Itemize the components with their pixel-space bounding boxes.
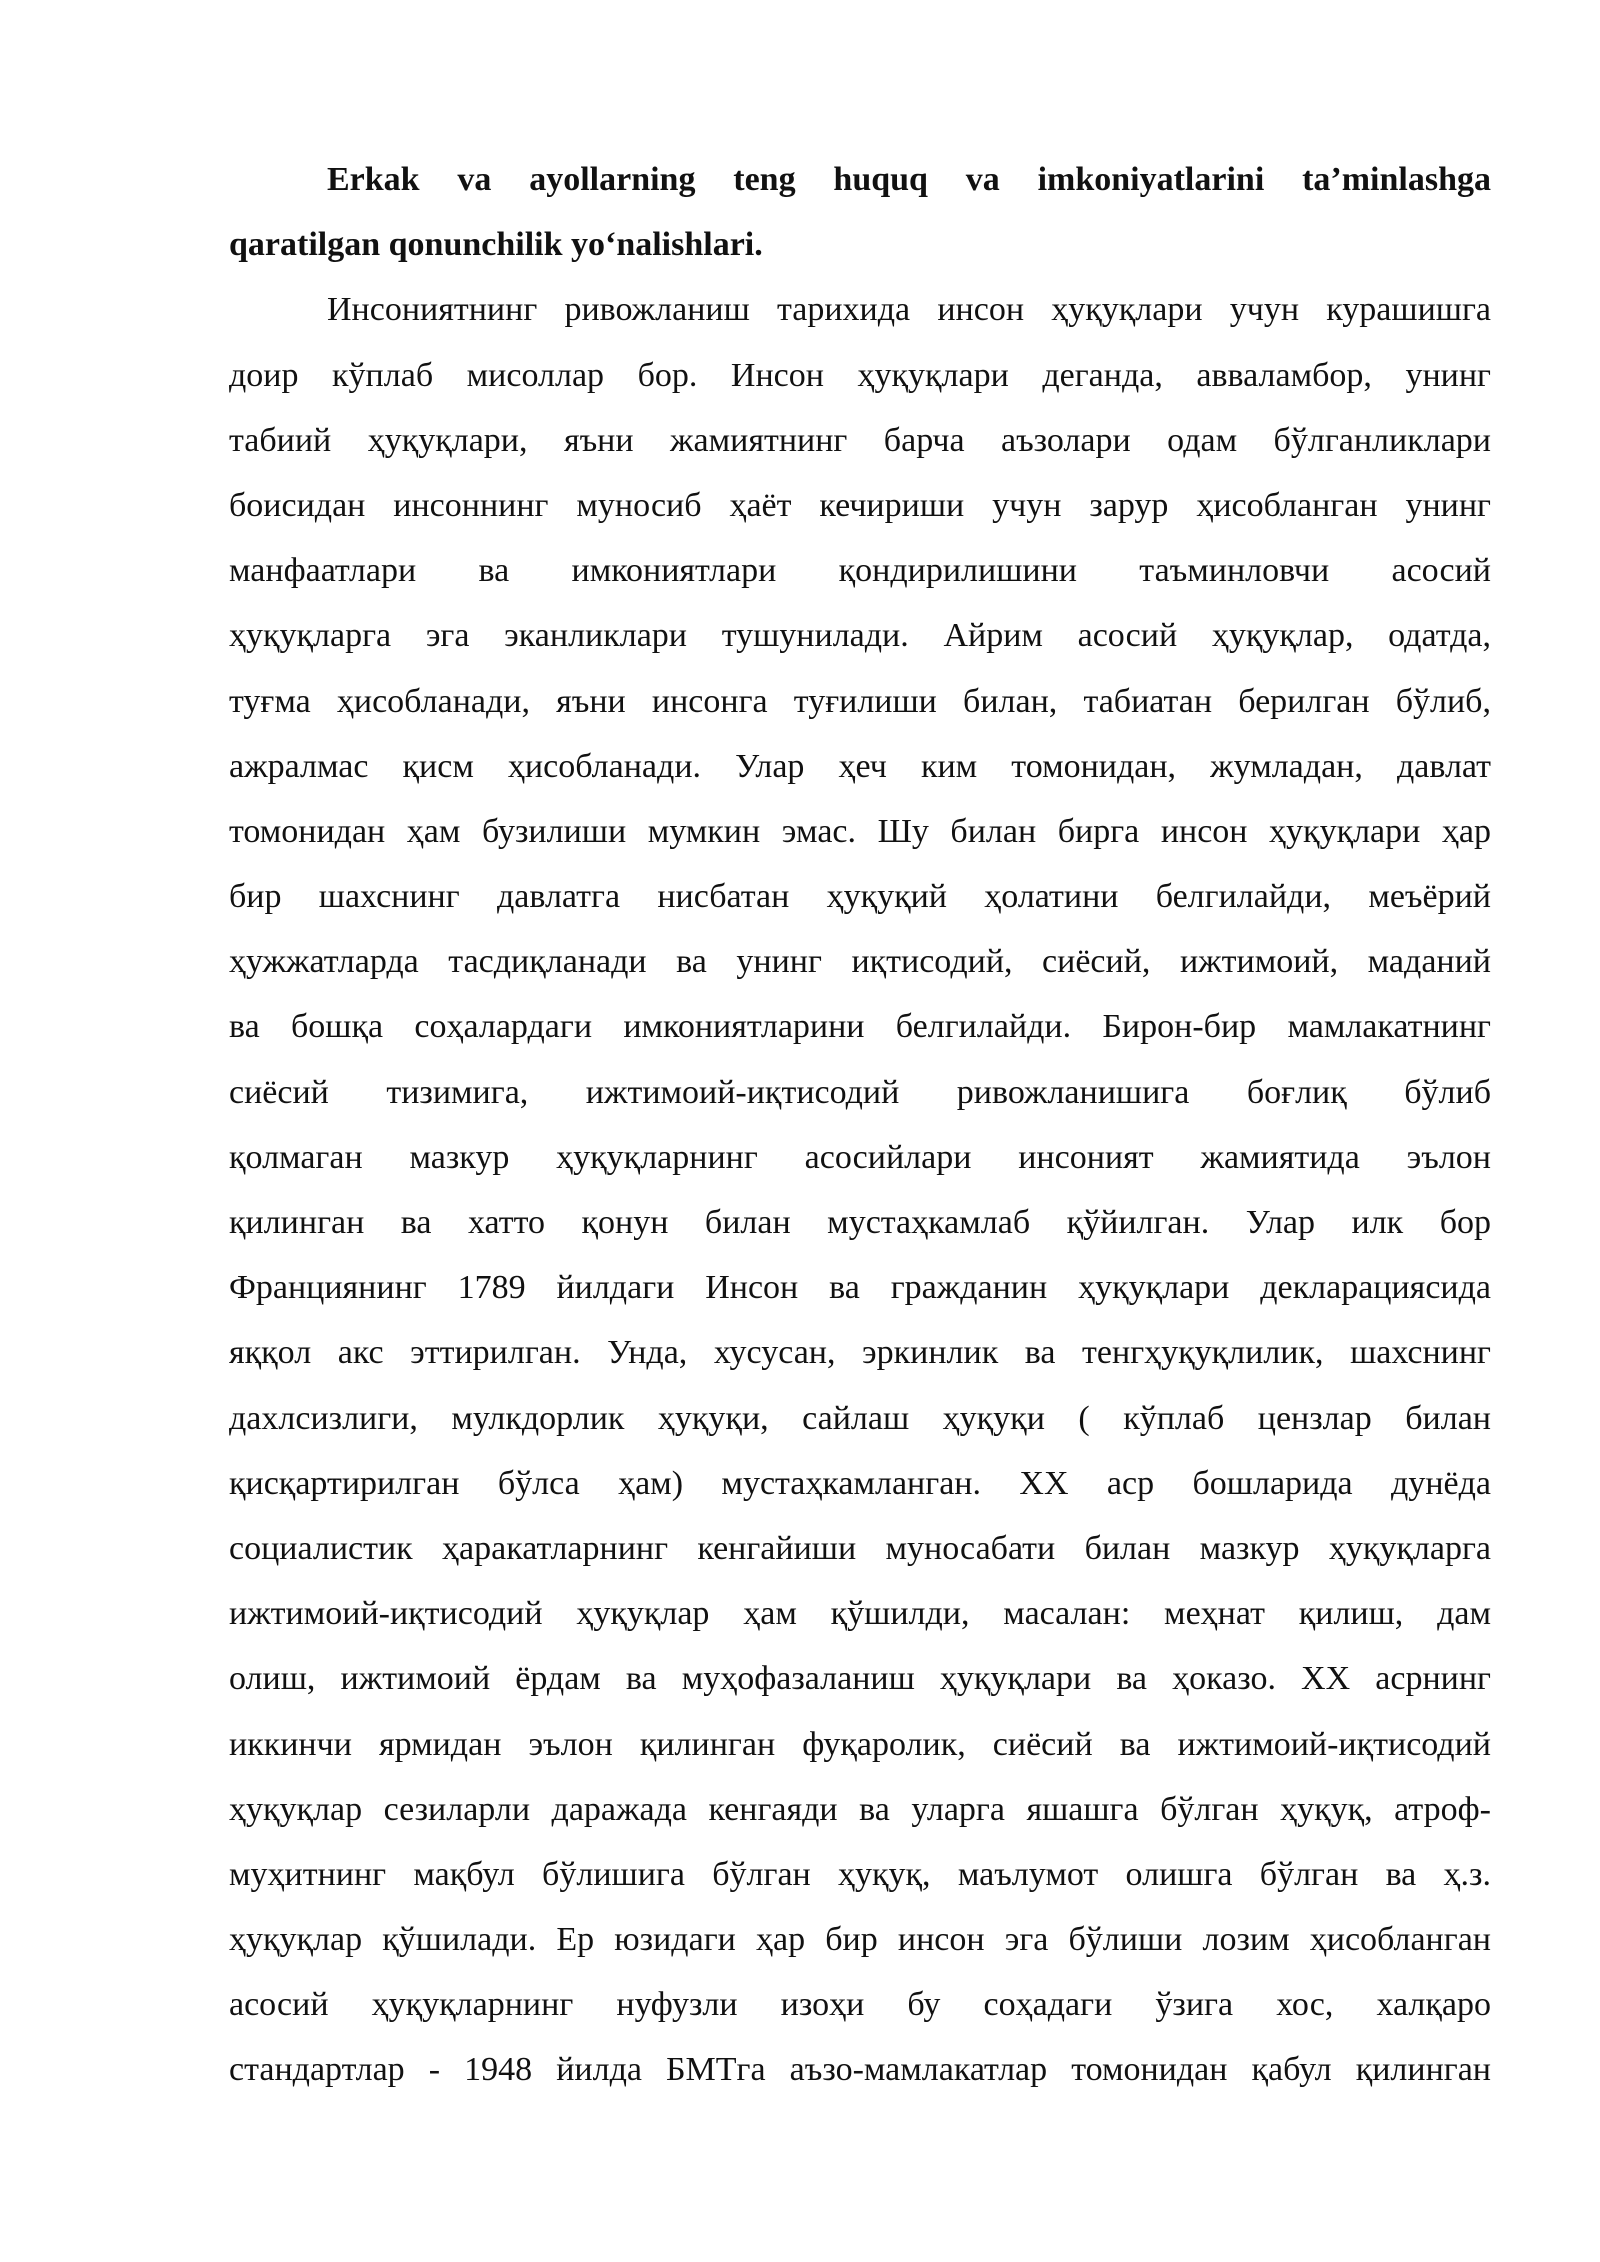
paragraph-line: ҳуқуқлар сезиларли даражада кенгаяди ва уларга яшашга бўлган ҳуқуқ, атроф- xyxy=(229,1790,1491,1828)
paragraph-line: ҳуқуқларга эга эканликлари тушунилади. Айрим асосий ҳуқуқлар, одатда, xyxy=(229,617,1491,655)
heading-line: qaratilgan qonunchilik yo‘nalishlari. xyxy=(229,226,763,264)
paragraph-line: Инсониятнинг ривожланиш тарихида инсон ҳуқуқлари учун курашишга xyxy=(327,291,1491,329)
paragraph-line: томонидан ҳам бузилиши мумкин эмас. Шу билан бирга инсон ҳуқуқлари ҳар xyxy=(229,812,1491,850)
paragraph-line: муҳитнинг мақбул бўлишига бўлган ҳуқуқ, маълумот олишга бўлган ва ҳ.з. xyxy=(229,1855,1491,1893)
paragraph-line: яққол акс эттирилган. Унда, хусусан, эркинлик ва тенгҳуқуқлилик, шахснинг xyxy=(229,1334,1491,1372)
paragraph-line: социалистик ҳаракатларнинг кенгайиши муносабати билан мазкур ҳуқуқларга xyxy=(229,1529,1491,1567)
paragraph-line: қолмаган мазкур ҳуқуқларнинг асосийлари инсоният жамиятида эълон xyxy=(229,1138,1491,1176)
paragraph-line: асосий ҳуқуқларнинг нуфузли изоҳи бу соҳадаги ўзига хос, халқаро xyxy=(229,1986,1491,2024)
paragraph-line: ҳужжатларда тасдиқланади ва унинг иқтисодий, сиёсий, ижтимоий, маданий xyxy=(229,943,1491,981)
paragraph-line: қисқартирилган бўлса ҳам) мустаҳкамланган. XX аср бошларида дунёда xyxy=(229,1464,1491,1502)
paragraph-line: стандартлар - 1948 йилда БМТга аъзо-мамлакатлар томонидан қабул қилинган xyxy=(229,2051,1491,2089)
paragraph-line: Франциянинг 1789 йилдаги Инсон ва гражданин ҳуқуқлари декларациясида xyxy=(229,1269,1491,1307)
heading-line: Erkak va ayollarning teng huquq va imkoniyatlarini ta’minlashga xyxy=(327,161,1491,198)
paragraph-line: қилинган ва хатто қонун билан мустаҳкамлаб қўйилган. Улар илк бор xyxy=(229,1204,1491,1241)
paragraph-line: туғма ҳисобланади, яъни инсонга туғилиши билан, табиатан берилган бўлиб, xyxy=(229,682,1491,720)
paragraph-line: ижтимоий-иқтисодий ҳуқуқлар ҳам қўшилди, масалан: меҳнат қилиш, дам xyxy=(229,1595,1491,1633)
paragraph-line: боисидан инсоннинг муносиб ҳаёт кечириши учун зарур ҳисобланган унинг xyxy=(229,486,1491,524)
paragraph-line: манфаатлари ва имкониятлари қондирилишини таъминловчи асосий xyxy=(229,552,1491,590)
paragraph-line: ажралмас қисм ҳисобланади. Улар ҳеч ким томонидан, жумладан, давлат xyxy=(229,747,1491,785)
paragraph-line: сиёсий тизимига, ижтимоий-иқтисодий ривожланишига боғлиқ бўлиб xyxy=(229,1073,1491,1111)
paragraph-line: ҳуқуқлар қўшилади. Ер юзидаги ҳар бир инсон эга бўлиши лозим ҳисобланган xyxy=(229,1921,1491,1959)
paragraph-line: бир шахснинг давлатга нисбатан ҳуқуқий ҳолатини белгилайди, меъёрий xyxy=(229,878,1491,916)
paragraph-line: табиий ҳуқуқлари, яъни жамиятнинг барча аъзолари одам бўлганликлари xyxy=(229,421,1491,459)
paragraph-line: олиш, ижтимоий ёрдам ва муҳофазаланиш ҳуқуқлари ва ҳоказо. XX асрнинг xyxy=(229,1660,1491,1698)
body-paragraph xyxy=(229,277,1491,2102)
paragraph-line: дахлсизлиги, мулкдорлик ҳуқуқи, сайлаш ҳуқуқи ( кўплаб цензлар билан xyxy=(229,1399,1491,1437)
section-heading xyxy=(229,147,1491,277)
paragraph-line: ва бошқа соҳалардаги имкониятларини белгилайди. Бирон-бир мамлакатнинг xyxy=(229,1008,1491,1046)
paragraph-line: доир кўплаб мисоллар бор. Инсон ҳуқуқлари деганда, авваламбор, унинг xyxy=(229,356,1491,394)
paragraph-line: иккинчи ярмидан эълон қилинган фуқаролик, сиёсий ва ижтимоий-иқтисодий xyxy=(229,1725,1491,1763)
document-body xyxy=(229,147,1491,2103)
